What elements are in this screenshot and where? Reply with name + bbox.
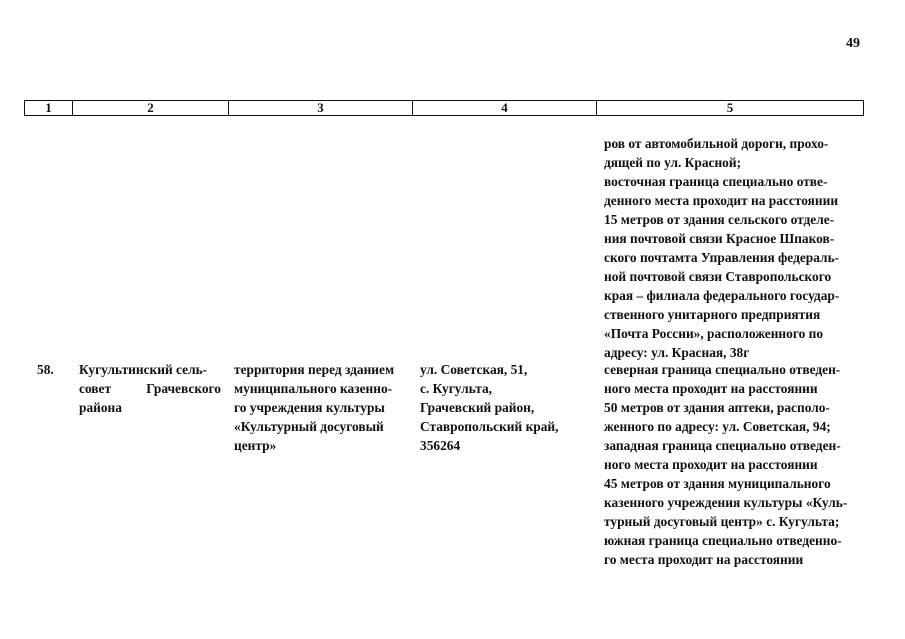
text-line: с. Кугульта, xyxy=(420,381,493,396)
row-58-municipality xyxy=(79,360,221,417)
text-line: северная граница специально отведен- xyxy=(604,362,841,377)
text-line xyxy=(79,379,221,398)
text-line: адресу: ул. Красная, 38г xyxy=(604,345,750,360)
text-line: ной почтовой связи Ставропольского xyxy=(604,269,832,284)
page-number: 49 xyxy=(846,36,860,51)
text-line: Грачевский район, xyxy=(420,400,535,415)
text-line: ного места проходит на расстоянии xyxy=(604,457,818,472)
text-line: западная граница специально отведен- xyxy=(604,438,841,453)
column-number-3: 3 xyxy=(229,101,413,115)
text-line: 356264 xyxy=(420,438,461,453)
text-line: «Почта России», расположенного по xyxy=(604,326,824,341)
column-number-5: 5 xyxy=(726,100,734,115)
text-line: ского почтамта Управления федераль- xyxy=(604,250,840,265)
text-line: ров от автомобильной дороги, прохо- xyxy=(604,136,829,151)
text-line: района xyxy=(79,400,122,415)
text-line: ного места проходит на расстоянии xyxy=(604,381,818,396)
continued-boundary-description xyxy=(604,134,860,362)
text-line: Ставропольский край, xyxy=(420,419,559,434)
text-line: муниципального казенно- xyxy=(234,381,393,396)
column-number-1: 1 xyxy=(25,101,73,115)
text-line: го места проходит на расстоянии xyxy=(604,552,804,567)
column-number-4: 4 xyxy=(413,101,597,115)
text-line: денного места проходит на расстоянии xyxy=(604,193,839,208)
text-line: «Культурный досуговый xyxy=(234,419,384,434)
text-word: Грачевского xyxy=(146,381,221,396)
text-line: южная граница специально отведенно- xyxy=(604,533,842,548)
row-58-address xyxy=(420,360,580,455)
row-58-boundary-description xyxy=(604,360,860,569)
text-line: го учреждения культуры xyxy=(234,400,385,415)
text-word: совет xyxy=(79,381,112,396)
text-line: восточная граница специально отве- xyxy=(604,174,828,189)
text-line: ния почтовой связи Красное Шпаков- xyxy=(604,231,835,246)
text-line: 45 метров от здания муниципального xyxy=(604,476,831,491)
text-line: центр» xyxy=(234,438,277,453)
row-58-number: 58. xyxy=(37,362,54,377)
text-line: дящей по ул. Красной; xyxy=(604,155,742,170)
text-line: женного по адресу: ул. Советская, 94; xyxy=(604,419,831,434)
text-line: казенного учреждения культуры «Куль- xyxy=(604,495,848,510)
text-line: ственного унитарного предприятия xyxy=(604,307,821,322)
text-line: края – филиала федерального государ- xyxy=(604,288,840,303)
row-58-location xyxy=(234,360,408,455)
text-line: территория перед зданием xyxy=(234,362,395,377)
text-line: 50 метров от здания аптеки, располо- xyxy=(604,400,830,415)
text-line: турный досуговый центр» с. Кугульта; xyxy=(604,514,840,529)
column-number-2: 2 xyxy=(73,101,229,115)
text-line: Кугультинский сель- xyxy=(79,362,208,377)
text-line: ул. Советская, 51, xyxy=(420,362,528,377)
table-header-row xyxy=(24,100,864,116)
text-line: 15 метров от здания сельского отделе- xyxy=(604,212,835,227)
